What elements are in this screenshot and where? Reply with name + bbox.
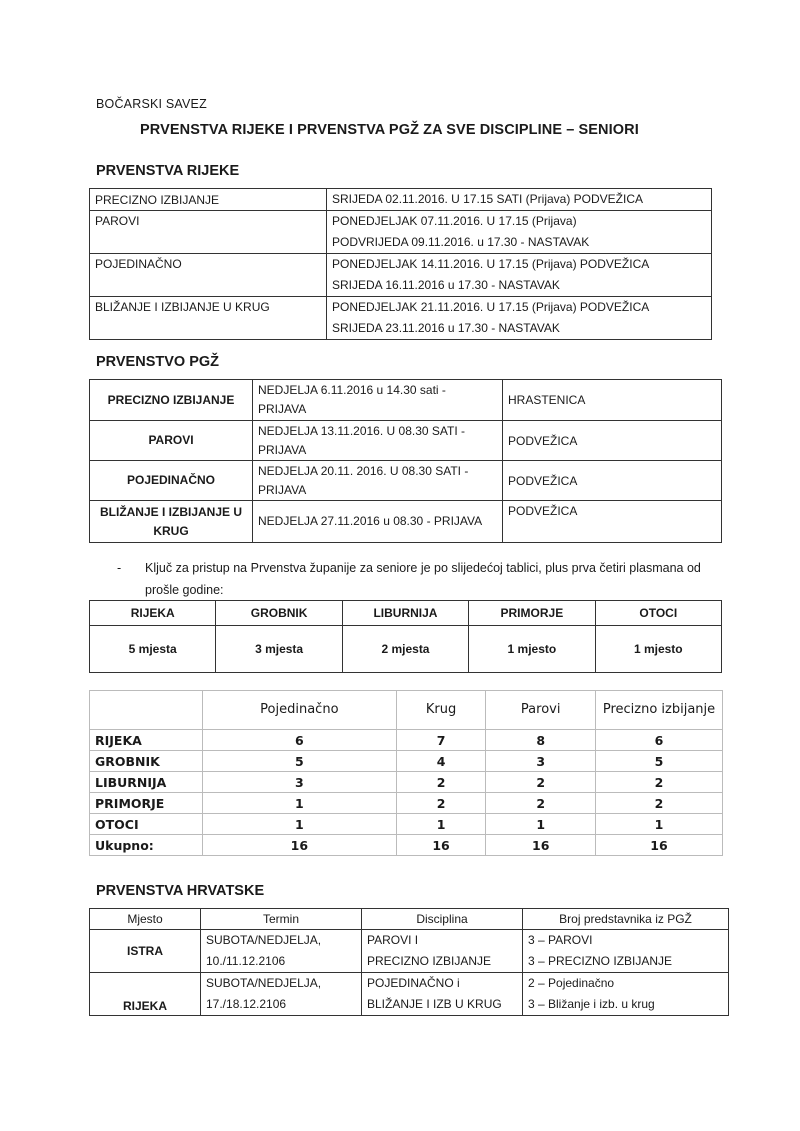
term-cell <box>201 930 362 973</box>
table-cell: 2 <box>486 772 596 793</box>
table-row <box>90 421 722 461</box>
table-cell: 2 <box>396 772 486 793</box>
distribution-table <box>89 690 723 856</box>
table-row <box>90 501 722 543</box>
quota-value: 1 mjesto <box>469 626 595 673</box>
table-cell: 1 <box>203 793 397 814</box>
count-cell <box>523 973 729 1016</box>
rijeka-schedule-table <box>89 188 712 340</box>
quota-header: PRIMORJE <box>469 601 595 626</box>
term-line: SUBOTA/NEDJELJA, <box>206 933 322 947</box>
discipline-line: BLIŽANJE I IZB U KRUG <box>367 997 502 1011</box>
quota-table <box>89 600 722 673</box>
note-text: Ključ za pristup na Prvenstva županije za seniore je po slijedećoj tablici, plus prva četiri plasmana od prošle godine: <box>145 561 701 597</box>
discipline-label: PAROVI <box>95 214 140 228</box>
place-cell: HRASTENICA <box>503 380 722 421</box>
quota-value: 1 mjesto <box>595 626 721 673</box>
term-cell: NEDJELJA 20.11. 2016. U 08.30 SATI - PRIJAVA <box>253 461 503 501</box>
term-line: 17./18.12.2106 <box>206 997 287 1011</box>
header-cell: Mjesto <box>90 909 201 930</box>
header-cell: Termin <box>201 909 362 930</box>
quota-value: 2 mjesta <box>342 626 468 673</box>
schedule-line: PONEDJELJAK 07.11.2016. U 17.15 (Prijava) <box>332 214 577 228</box>
table-cell: 2 <box>596 793 723 814</box>
table-cell: 16 <box>396 835 486 856</box>
term-cell: NEDJELJA 13.11.2016. U 08.30 SATI - PRIJAVA <box>253 421 503 461</box>
term-cell <box>201 973 362 1016</box>
table-cell: 4 <box>396 751 486 772</box>
place-cell: PODVEŽICA <box>503 421 722 461</box>
discipline-cell <box>90 254 327 297</box>
discipline-cell: POJEDINAČNO <box>90 461 253 501</box>
header-cell: Broj predstavnika iz PGŽ <box>523 909 729 930</box>
term-line: SUBOTA/NEDJELJA, <box>206 976 322 990</box>
table-row <box>90 189 712 211</box>
table-row <box>90 730 723 751</box>
table-cell: 1 <box>596 814 723 835</box>
table-row <box>90 793 723 814</box>
discipline-label: POJEDINAČNO <box>95 257 182 271</box>
count-cell <box>523 930 729 973</box>
header-cell: Pojedinačno <box>203 691 397 730</box>
discipline-cell <box>362 930 523 973</box>
term-cell: NEDJELJA 6.11.2016 u 14.30 sati - PRIJAVA <box>253 380 503 421</box>
schedule-cell <box>327 254 712 297</box>
table-row <box>90 930 729 973</box>
place-cell: ISTRA <box>90 930 201 973</box>
discipline-line: POJEDINAČNO i <box>367 976 460 990</box>
rijeka-heading: PRVENSTVA RIJEKE <box>96 163 240 179</box>
table-row <box>90 973 729 1016</box>
table-cell: 7 <box>396 730 486 751</box>
header-cell <box>90 691 203 730</box>
table-cell: 1 <box>203 814 397 835</box>
term-cell: NEDJELJA 27.11.2016 u 08.30 - PRIJAVA <box>253 501 503 543</box>
schedule-line: SRIJEDA 02.11.2016. U 17.15 SATI (Prijava) PODVEŽICA <box>332 192 644 206</box>
table-cell: 2 <box>486 793 596 814</box>
quota-value: 3 mjesta <box>216 626 342 673</box>
table-cell: 2 <box>396 793 486 814</box>
discipline-line: PRECIZNO IZBIJANJE <box>367 954 492 968</box>
place-cell: PODVEŽICA <box>503 501 722 543</box>
schedule-cell <box>327 211 712 254</box>
table-total-row <box>90 835 723 856</box>
table-row <box>90 814 723 835</box>
quota-header: GROBNIK <box>216 601 342 626</box>
table-row <box>90 297 712 340</box>
schedule-line: PONEDJELJAK 14.11.2016. U 17.15 (Prijava) PODVEŽICA <box>332 257 650 271</box>
table-row <box>90 461 722 501</box>
table-cell: 3 <box>486 751 596 772</box>
table-cell: 16 <box>486 835 596 856</box>
table-cell: 5 <box>203 751 397 772</box>
table-row <box>90 626 722 673</box>
term-line: 10./11.12.2106 <box>206 954 286 968</box>
schedule-line: PODVRIJEDA 09.11.2016. u 17.30 - NASTAVAK <box>332 235 590 249</box>
quota-header: RIJEKA <box>90 601 216 626</box>
table-row <box>90 211 712 254</box>
row-label: RIJEKA <box>90 730 203 751</box>
discipline-cell: BLIŽANJE I IZBIJANJE U KRUG <box>90 501 253 543</box>
table-header-row <box>90 691 723 730</box>
table-row <box>90 380 722 421</box>
discipline-cell: PRECIZNO IZBIJANJE <box>90 380 253 421</box>
row-label: LIBURNIJA <box>90 772 203 793</box>
row-label: GROBNIK <box>90 751 203 772</box>
count-line: 3 – PRECIZNO IZBIJANJE <box>528 954 673 968</box>
row-label: PRIMORJE <box>90 793 203 814</box>
table-row <box>90 601 722 626</box>
table-cell: 16 <box>203 835 397 856</box>
table-cell: 3 <box>203 772 397 793</box>
discipline-cell <box>90 211 327 254</box>
table-cell: 6 <box>596 730 723 751</box>
row-label: Ukupno: <box>90 835 203 856</box>
row-label: OTOCI <box>90 814 203 835</box>
table-row <box>90 254 712 297</box>
count-line: 3 – PAROVI <box>528 933 593 947</box>
schedule-cell <box>327 297 712 340</box>
header-cell: Parovi <box>486 691 596 730</box>
pgz-heading: PRVENSTVO PGŽ <box>96 354 220 370</box>
table-cell: 5 <box>596 751 723 772</box>
table-row <box>90 751 723 772</box>
organization-name: BOČARSKI SAVEZ <box>96 97 207 111</box>
table-cell: 1 <box>396 814 486 835</box>
schedule-line: SRIJEDA 23.11.2016 u 17.30 - NASTAVAK <box>332 321 560 335</box>
hrvatska-table <box>89 908 729 1016</box>
table-cell: 2 <box>596 772 723 793</box>
header-cell: Precizno izbijanje <box>596 691 723 730</box>
discipline-cell: PAROVI <box>90 421 253 461</box>
discipline-cell: PRECIZNO IZBIJANJE <box>90 189 327 211</box>
table-cell: 8 <box>486 730 596 751</box>
quota-header: OTOCI <box>595 601 721 626</box>
place-cell: RIJEKA <box>90 973 201 1016</box>
header-cell: Disciplina <box>362 909 523 930</box>
table-cell: 6 <box>203 730 397 751</box>
header-cell: Krug <box>396 691 486 730</box>
quota-value: 5 mjesta <box>90 626 216 673</box>
schedule-line: SRIJEDA 16.11.2016 u 17.30 - NASTAVAK <box>332 278 560 292</box>
table-header-row <box>90 909 729 930</box>
table-row <box>90 772 723 793</box>
count-line: 3 – Bližanje i izb. u krug <box>528 997 655 1011</box>
table-cell: 16 <box>596 835 723 856</box>
discipline-line: PAROVI I <box>367 933 419 947</box>
count-line: 2 – Pojedinačno <box>528 976 615 990</box>
table-cell: 1 <box>486 814 596 835</box>
discipline-cell <box>362 973 523 1016</box>
hrvatska-heading: PRVENSTVA HRVATSKE <box>96 883 265 899</box>
document-title: PRVENSTVA RIJEKE I PRVENSTVA PGŽ ZA SVE DISCIPLINE – SENIORI <box>140 122 639 138</box>
schedule-line: PONEDJELJAK 21.11.2016. U 17.15 (Prijava) PODVEŽICA <box>332 300 650 314</box>
discipline-cell <box>90 297 327 340</box>
discipline-label: BLIŽANJE I IZBIJANJE U KRUG <box>95 300 270 314</box>
quota-header: LIBURNIJA <box>342 601 468 626</box>
place-cell: PODVEŽICA <box>503 461 722 501</box>
pgz-schedule-table <box>89 379 722 543</box>
schedule-cell <box>327 189 712 211</box>
list-dash: - <box>117 561 122 575</box>
